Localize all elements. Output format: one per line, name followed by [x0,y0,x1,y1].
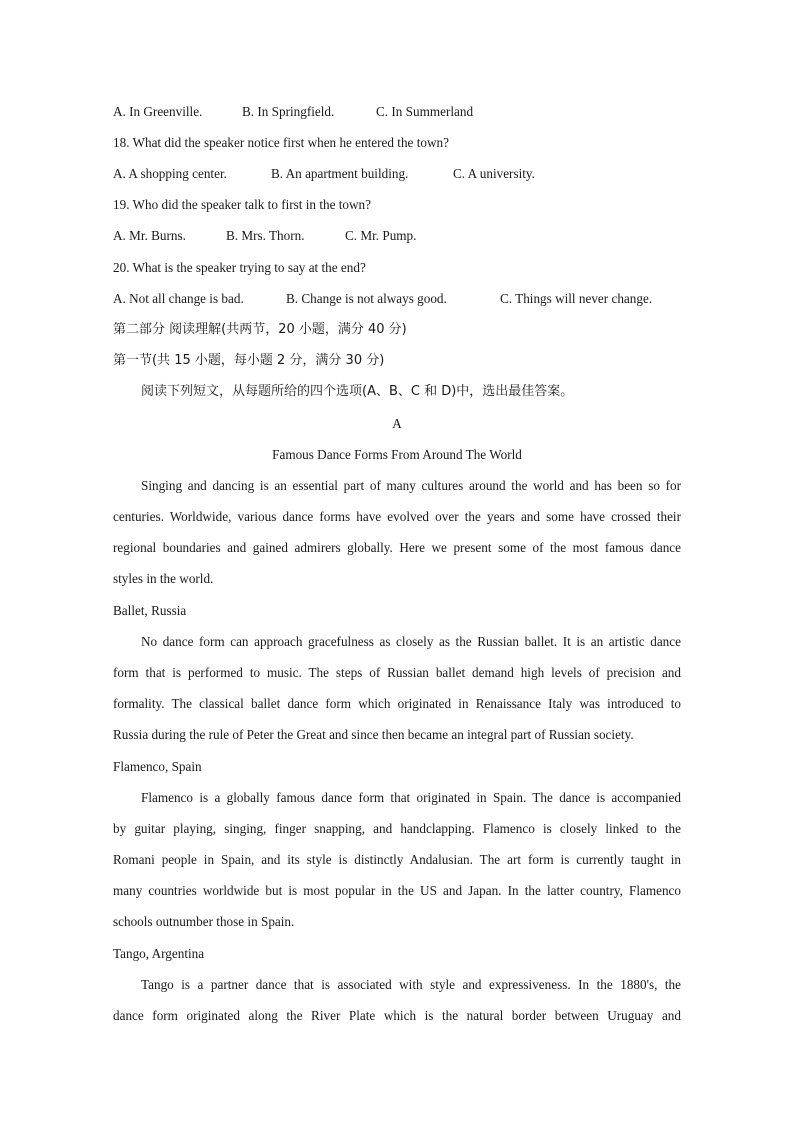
flamenco-paragraph [113,790,681,945]
ballet-heading: Ballet, Russia [113,603,187,618]
ballet-paragraph [113,634,681,758]
intro-line: Singing and dancing is an essential part of many cultures around the world and has been so for [141,478,681,493]
flamenco-heading: Flamenco, Spain [113,759,202,774]
flamenco-line: schools outnumber those in Spain. [113,914,295,929]
q20-option-b: B. Change is not always good. [286,291,447,306]
q20-question: 20. What is the speaker trying to say at the end? [113,260,366,275]
part2-heading: 第二部分 阅读理解(共两节，20 小题，满分 40 分) [113,322,407,337]
q19-option-b: B. Mrs. Thorn. [226,228,305,243]
ballet-line: Russia during the rule of Peter the Great and since then became an integral part of Russian society. [113,727,634,742]
q19-question: 19. Who did the speaker talk to first in the town? [113,197,371,212]
flamenco-line: by guitar playing, singing, finger snapping, and handclapping. Flamenco is closely linked to the [113,821,681,836]
flamenco-line: Romani people in Spain, and its style is distinctly Andalusian. The art form is currently taught in [113,852,681,867]
ballet-line: form that is performed to music. The steps of Russian ballet demand high levels of precision and [113,665,681,680]
q19-option-a: A. Mr. Burns. [113,228,186,243]
q18-option-c: C. A university. [453,166,535,181]
ballet-line: No dance form can approach gracefulness as closely as the Russian ballet. It is an artistic dance [141,634,681,649]
reading-instruction: 阅读下列短文，从每题所给的四个选项(A、B、C 和 D)中，选出最佳答案。 [141,384,574,399]
q18-option-a: A. A shopping center. [113,166,227,181]
q17-option-c: C. In Summerland [376,104,474,119]
tango-line: Tango is a partner dance that is associated with style and expressiveness. In the 1880's, the [141,977,681,992]
tango-heading: Tango, Argentina [113,946,205,961]
section1-heading: 第一节(共 15 小题，每小题 2 分，满分 30 分) [113,353,385,368]
q20-option-a: A. Not all change is bad. [113,291,244,306]
intro-paragraph [113,478,681,602]
q17-option-a: A. In Greenville. [113,104,203,119]
q20-option-c: C. Things will never change. [500,291,653,306]
q18-option-b: B. An apartment building. [271,166,409,181]
q17-option-b: B. In Springfield. [242,104,335,119]
flamenco-line: Flamenco is a globally famous dance form that originated in Spain. The dance is accompanied [141,790,681,805]
intro-line: regional boundaries and gained admirers globally. Here we present some of the most famous dance [113,540,681,555]
q18-question: 18. What did the speaker notice first when he entered the town? [113,135,449,150]
passage-title: Famous Dance Forms From Around The World [272,447,522,462]
passage-label: A [392,416,402,431]
tango-paragraph [113,977,681,1039]
ballet-line: formality. The classical ballet dance form which originated in Renaissance Italy was introduced to [113,696,681,711]
flamenco-line: many countries worldwide but is most popular in the US and Japan. In the latter country, Flamenco [113,883,681,898]
intro-line: centuries. Worldwide, various dance forms have evolved over the years and some have crossed their [113,509,681,524]
q19-option-c: C. Mr. Pump. [345,228,417,243]
intro-line: styles in the world. [113,571,214,586]
tango-line: dance form originated along the River Plate which is the natural border between Uruguay and [113,1008,681,1023]
